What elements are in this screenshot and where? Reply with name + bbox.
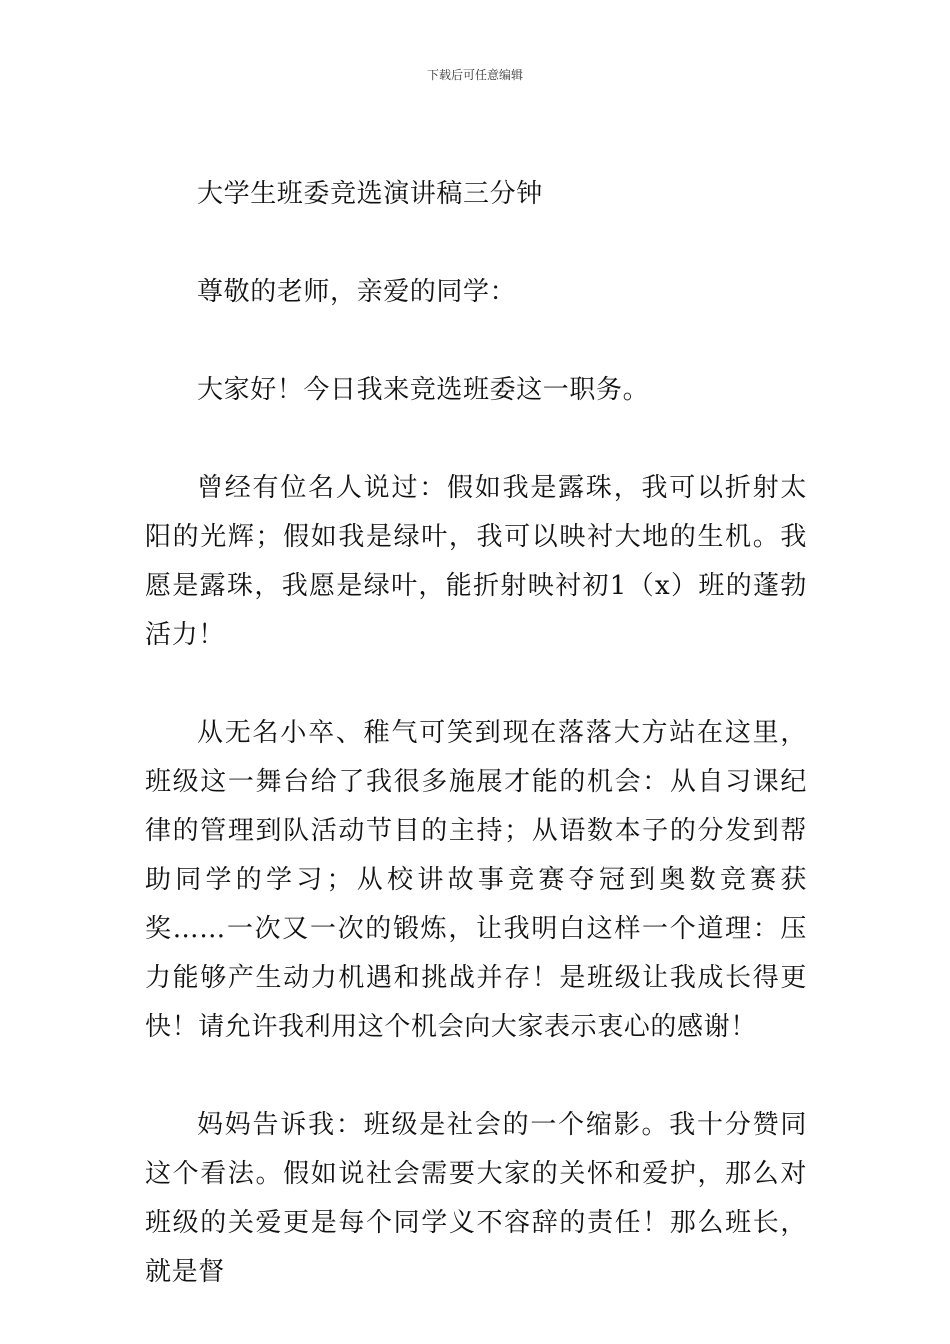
document-body xyxy=(145,170,807,1297)
paragraph-intro: 大家好！今日我来竞选班委这一职务。 xyxy=(197,375,650,405)
paragraph-greeting: 尊敬的老师，亲爱的同学： xyxy=(197,277,517,307)
paragraph-class-society: 妈妈告诉我：班级是社会的一个缩影。我十分赞同这个看法。假如说社会需要大家的关怀和爱护，那么对班级的关爱更是每个同学义不容辞的责任！那么班长，就是督 xyxy=(145,1110,807,1287)
document-title: 大学生班委竞选演讲稿三分钟 xyxy=(197,179,543,209)
paragraph-experience: 从无名小卒、稚气可笑到现在落落大方站在这里，班级这一舞台给了我很多施展才能的机会：从自习课纪律的管理到队活动节目的主持；从语数本子的分发到帮助同学的学习；从校讲故事竞赛夺冠到奥数竞赛获奖……一次又一次的锻炼，让我明白这样一个道理：压力能够产生动力机遇和挑战并存！是班级让我成长得更快！请允许我利用这个机会向大家表示衷心的感谢！ xyxy=(145,718,807,1042)
header-note: 下载后可任意编辑 xyxy=(426,68,523,82)
paragraph-quote: 曾经有位名人说过：假如我是露珠，我可以折射太阳的光辉；假如我是绿叶，我可以映衬大地的生机。我愿是露珠，我愿是绿叶，能折射映衬初1（x）班的蓬勃活力！ xyxy=(145,473,807,650)
